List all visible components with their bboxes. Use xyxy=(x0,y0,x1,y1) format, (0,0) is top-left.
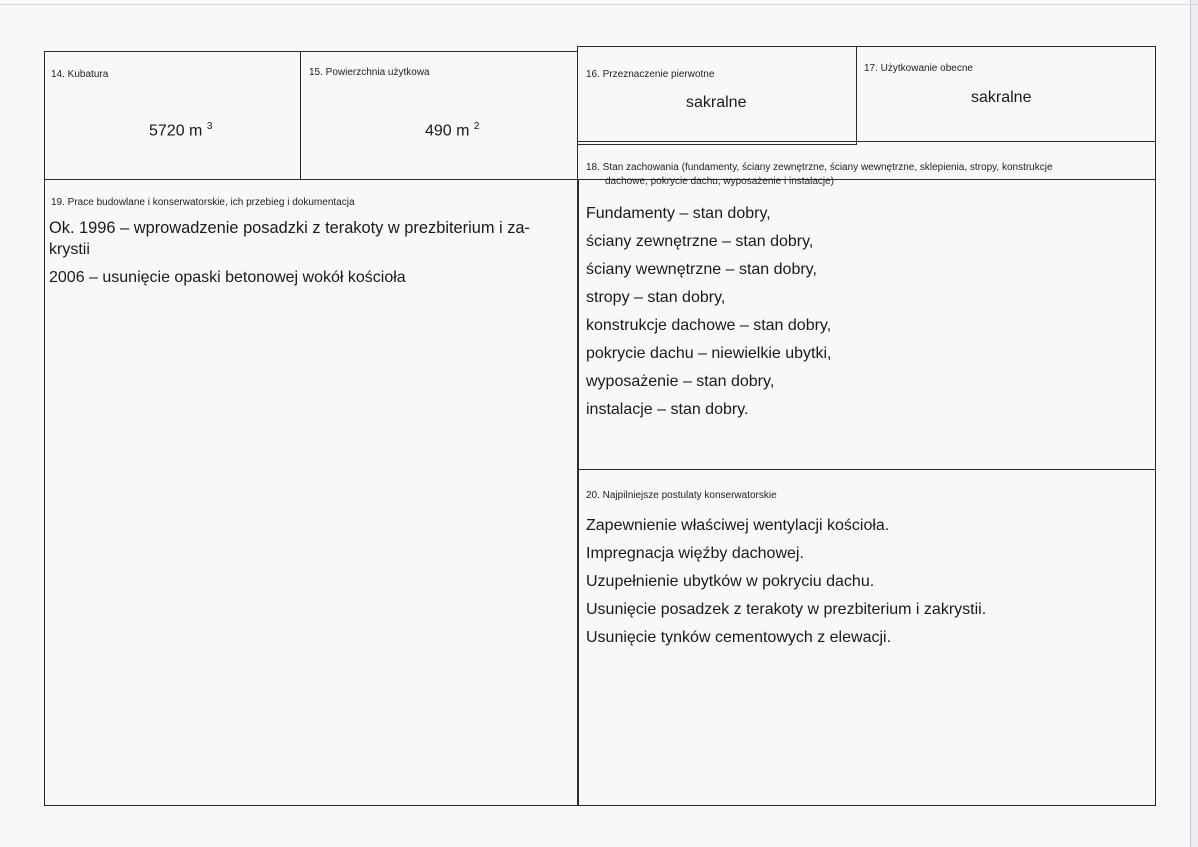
field-18-text xyxy=(586,200,831,424)
field-14-kubatura xyxy=(44,51,301,180)
field-17-value: sakralne xyxy=(971,89,1032,106)
field-17-label: 17. Użytkowanie obecne xyxy=(864,63,973,74)
field-14-value: 5720 m $^3$ xyxy=(149,121,213,140)
page-edge xyxy=(0,4,1198,5)
field-15-value: 490 m $^2$ xyxy=(425,121,480,140)
field-19-entry-1-line-1: Ok. 1996 – wprowadzenie posadzki z terakoty w prezbiterium i za- xyxy=(49,219,531,237)
field-18-line: wyposażenie – stan dobry, xyxy=(586,373,775,390)
field-19-label: 19. Prace budowlane i konserwatorskie, ich przebieg i dokumentacja xyxy=(51,197,355,208)
field-18-label-line2: dachowe, pokrycie dachu, wyposażenie i instalacje) xyxy=(605,176,835,187)
field-18-line: Fundamenty – stan dobry, xyxy=(586,205,771,222)
field-20-line: Usunięcie tynków cementowych z elewacji. xyxy=(586,629,892,646)
field-14-label: 14. Kubatura xyxy=(51,69,109,80)
field-15-label: 15. Powierzchnia użytkowa xyxy=(309,67,430,78)
field-16-value: sakralne xyxy=(686,94,747,111)
field-18-line: ściany wewnętrzne – stan dobry, xyxy=(586,261,817,278)
field-20-postulaty xyxy=(577,469,1156,806)
field-20-line: Uzupełnienie ubytków w pokryciu dachu. xyxy=(586,573,875,590)
field-19-text xyxy=(49,218,571,288)
field-19-prace-budowlane xyxy=(44,179,579,806)
field-18-stan-zachowania xyxy=(577,141,1156,470)
field-15-powierzchnia xyxy=(300,51,578,180)
field-19-entry-1-line-2: krystii xyxy=(49,241,90,258)
field-15-unit-sup: 2 xyxy=(473,121,480,132)
field-18-line: konstrukcje dachowe – stan dobry, xyxy=(586,317,832,334)
field-20-text xyxy=(586,512,986,652)
field-18-line: instalacje – stan dobry. xyxy=(586,401,749,418)
field-16-przeznaczenie xyxy=(577,46,857,145)
field-14-unit-sup: 3 xyxy=(206,121,213,132)
field-20-line: Zapewnienie właściwej wentylacji kościoła. xyxy=(586,517,890,534)
field-16-label: 16. Przeznaczenie pierwotne xyxy=(586,69,715,80)
field-19-entry-2: 2006 – usunięcie opaski betonowej wokół kościoła xyxy=(49,269,406,286)
field-20-line: Impregnacja więźby dachowej. xyxy=(586,545,804,562)
field-20-label: 20. Najpilniejsze postulaty konserwatorskie xyxy=(586,490,777,501)
field-18-line: stropy – stan dobry, xyxy=(586,289,726,306)
field-18-label-line1: 18. Stan zachowania (fundamenty, ściany zewnętrzne, ściany wewnętrzne, sklepienia, stropy, konstrukcje xyxy=(586,162,1053,173)
field-20-line: Usunięcie posadzek z terakoty w prezbiterium i zakrystii. xyxy=(586,601,987,618)
field-17-uzytkowanie xyxy=(856,46,1156,142)
field-18-line: ściany zewnętrzne – stan dobry, xyxy=(586,233,814,250)
field-18-line: pokrycie dachu – niewielkie ubytki, xyxy=(586,345,832,362)
